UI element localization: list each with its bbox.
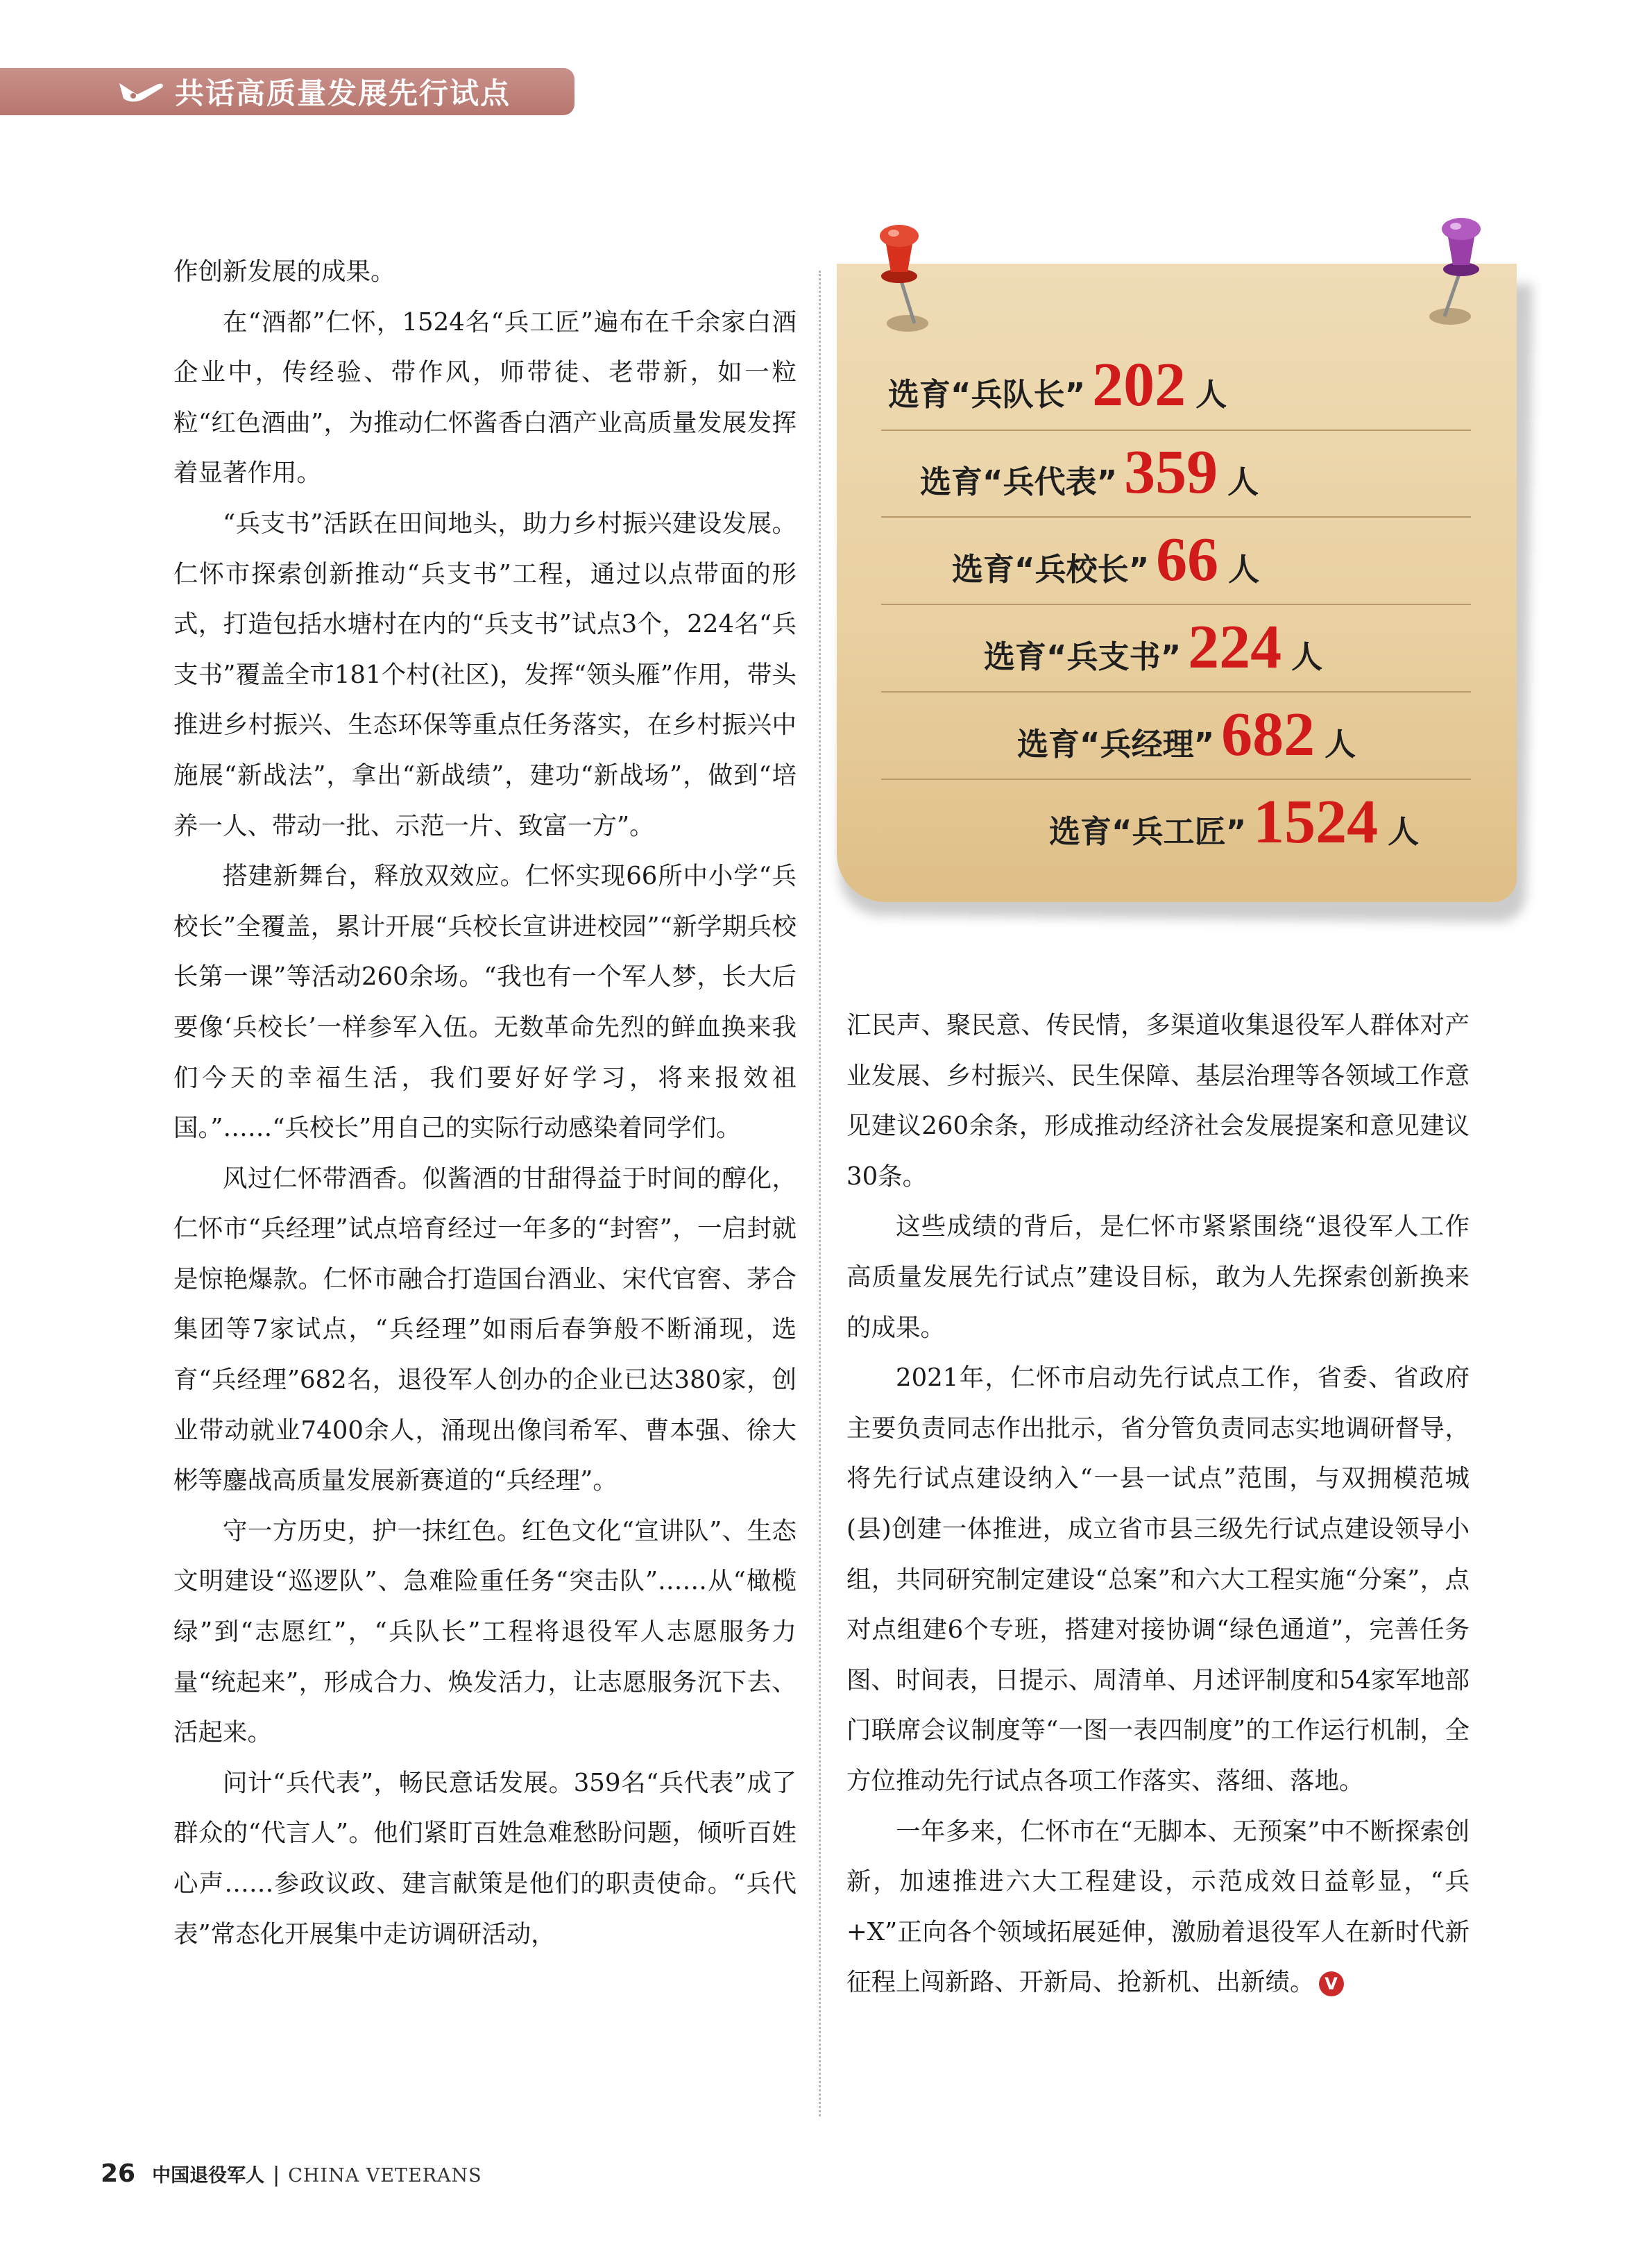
stat-label: 选育“兵工匠”: [1049, 813, 1247, 850]
stat-value: 66: [1156, 525, 1219, 594]
right-text-column: [846, 1001, 1470, 2008]
paragraph: 搭建新舞台，释放双效应。仁怀实现66所中小学“兵校长”全覆盖，累计开展“兵校长宣讲进校园”“新学期兵校长第一课”等活动260余场。“我也有一个军人梦，长大后要像‘兵校长’一样参军入伍。无数革命先烈的鲜血换来我们今天的幸福生活，我们要好好学习，将来报效祖国。”……“兵校长”用自己的实际行动感染着同学们。: [173, 862, 797, 1143]
paragraph: 守一方历史，护一抹红色。红色文化“宣讲队”、生态文明建设“巡逻队”、急难险重任务“突击队”……从“橄榄绿”到“志愿红”，“兵队长”工程将退役军人志愿服务力量“统起来”，形成合力、焕发活力，让志愿服务沉下去、活起来。: [173, 1516, 797, 1747]
paragraph: 风过仁怀带酒香。似酱酒的甘甜得益于时间的醇化，仁怀市“兵经理”试点培育经过一年多的“封窖”，一启封就是惊艳爆款。仁怀市融合打造国台酒业、宋代官窖、茅合集团等7家试点，“兵经理”如雨后春笋般不断涌现，选育“兵经理”682名，退役军人创办的企业已达380家，创业带动就业7400余人，涌现出像闫希军、曹本强、徐大彬等鏖战高质量发展新赛道的“兵经理”。: [173, 1164, 797, 1495]
stat-unit: 人: [1325, 726, 1356, 763]
magazine-name-cn: 中国退役军人: [152, 2165, 265, 2186]
stat-divider: [881, 430, 1471, 431]
paragraph: 汇民声、聚民意、传民情，多渠道收集退役军人群体对产业发展、乡村振兴、民生保障、基层治理等各领域工作意见建议260余条，形成推动经济社会发展提案和意见建议30条。: [846, 1011, 1470, 1191]
stat-row-bingjingli: [1017, 700, 1356, 769]
page-number: 26: [101, 2159, 136, 2188]
stat-unit: 人: [1228, 551, 1260, 588]
stat-value: 224: [1188, 613, 1282, 681]
stat-unit: 人: [1388, 813, 1420, 850]
section-banner: [0, 68, 574, 115]
page-footer: [101, 2159, 482, 2188]
plane-logo-icon: [117, 78, 165, 105]
footer-separator: |: [273, 2163, 280, 2187]
stat-label: 选育“兵代表”: [920, 464, 1118, 500]
stat-row-bingduizhang: [888, 350, 1227, 419]
stat-value: 202: [1092, 350, 1186, 419]
red-pushpin-icon: [865, 219, 948, 337]
stat-unit: 人: [1227, 464, 1259, 500]
stat-value: 359: [1124, 438, 1218, 507]
stat-label: 选育“兵支书”: [984, 638, 1182, 675]
paragraph: “兵支书”活跃在田间地头，助力乡村振兴建设发展。仁怀市探索创新推动“兵支书”工程，通过以点带面的形式，打造包括水塘村在内的“兵支书”试点3个，224名“兵支书”覆盖全市181个村(社区)，发挥“领头雁”作用，带头推进乡村振兴、生态环保等重点任务落实，在乡村振兴中施展“新战法”，拿出“新战绩”，建功“新战场”，做到“培养一人、带动一批、示范一片、致富一方”。: [173, 509, 797, 840]
magazine-name-en: CHINA VETERANS: [288, 2165, 482, 2186]
stat-row-binggongjiang: [1049, 788, 1420, 856]
paragraph: 问计“兵代表”，畅民意话发展。359名“兵代表”成了群众的“代言人”。他们紧盯百姓急难愁盼问题，倾听百姓心声……参政议政、建言献策是他们的职责使命。“兵代表”常态化开展集中走访调研活动，: [173, 1768, 797, 1948]
paragraph-text: 一年多来，仁怀市在“无脚本、无预案”中不断探索创新，加速推进六大工程建设，示范成效日益彰显，“兵+X”正向各个领域拓展延伸，激励着退役军人在新时代新征程上闯新路、开新局、抢新机、出新绩。: [846, 1817, 1470, 1997]
paragraph: 作创新发展的成果。: [173, 257, 395, 286]
stat-divider: [881, 691, 1471, 693]
stat-row-bingdaibiao: [920, 438, 1259, 507]
stat-label: 选育“兵队长”: [888, 376, 1086, 413]
stat-value: 1524: [1253, 788, 1379, 856]
stat-divider: [881, 779, 1471, 780]
paragraph: [846, 1807, 1470, 2008]
stat-value: 682: [1221, 700, 1315, 769]
end-mark-icon: V: [1319, 1971, 1344, 1996]
stat-label: 选育“兵校长”: [952, 551, 1150, 588]
stat-unit: 人: [1291, 638, 1323, 675]
paragraph: 在“酒都”仁怀，1524名“兵工匠”遍布在千余家白酒企业中，传经验、带作风，师带徒、老带新，如一粒粒“红色酒曲”，为推动仁怀酱香白酒产业高质量发展发挥着显著作用。: [173, 307, 797, 488]
stat-row-bingxiaozhang: [952, 525, 1260, 594]
left-text-column: [173, 247, 797, 1960]
purple-pushpin-icon: [1415, 212, 1499, 330]
column-divider: [819, 271, 821, 2116]
stat-unit: 人: [1195, 376, 1227, 413]
stat-label: 选育“兵经理”: [1017, 726, 1215, 763]
stat-divider: [881, 516, 1471, 518]
paragraph: 这些成绩的背后，是仁怀市紧紧围绕“退役军人工作高质量发展先行试点”建设目标，敢为人先探索创新换来的成果。: [846, 1212, 1470, 1342]
section-title: 共话高质量发展先行试点: [175, 76, 511, 110]
stat-divider: [881, 604, 1471, 605]
paragraph: 2021年，仁怀市启动先行试点工作，省委、省政府主要负责同志作出批示，省分管负责同志实地调研督导，将先行试点建设纳入“一县一试点”范围，与双拥模范城(县)创建一体推进，成立省市县三级先行试点建设领导小组，共同研究制定建设“总案”和六大工程实施“分案”，点对点组建6个专班，搭建对接协调“绿色通道”，完善任务图、时间表，日提示、周清单、月述评制度和54家军地部门联席会议制度等“一图一表四制度”的工作运行机制，全方位推动先行试点各项工作落实、落细、落地。: [846, 1364, 1470, 1795]
stat-row-bingzhishu: [984, 613, 1323, 681]
